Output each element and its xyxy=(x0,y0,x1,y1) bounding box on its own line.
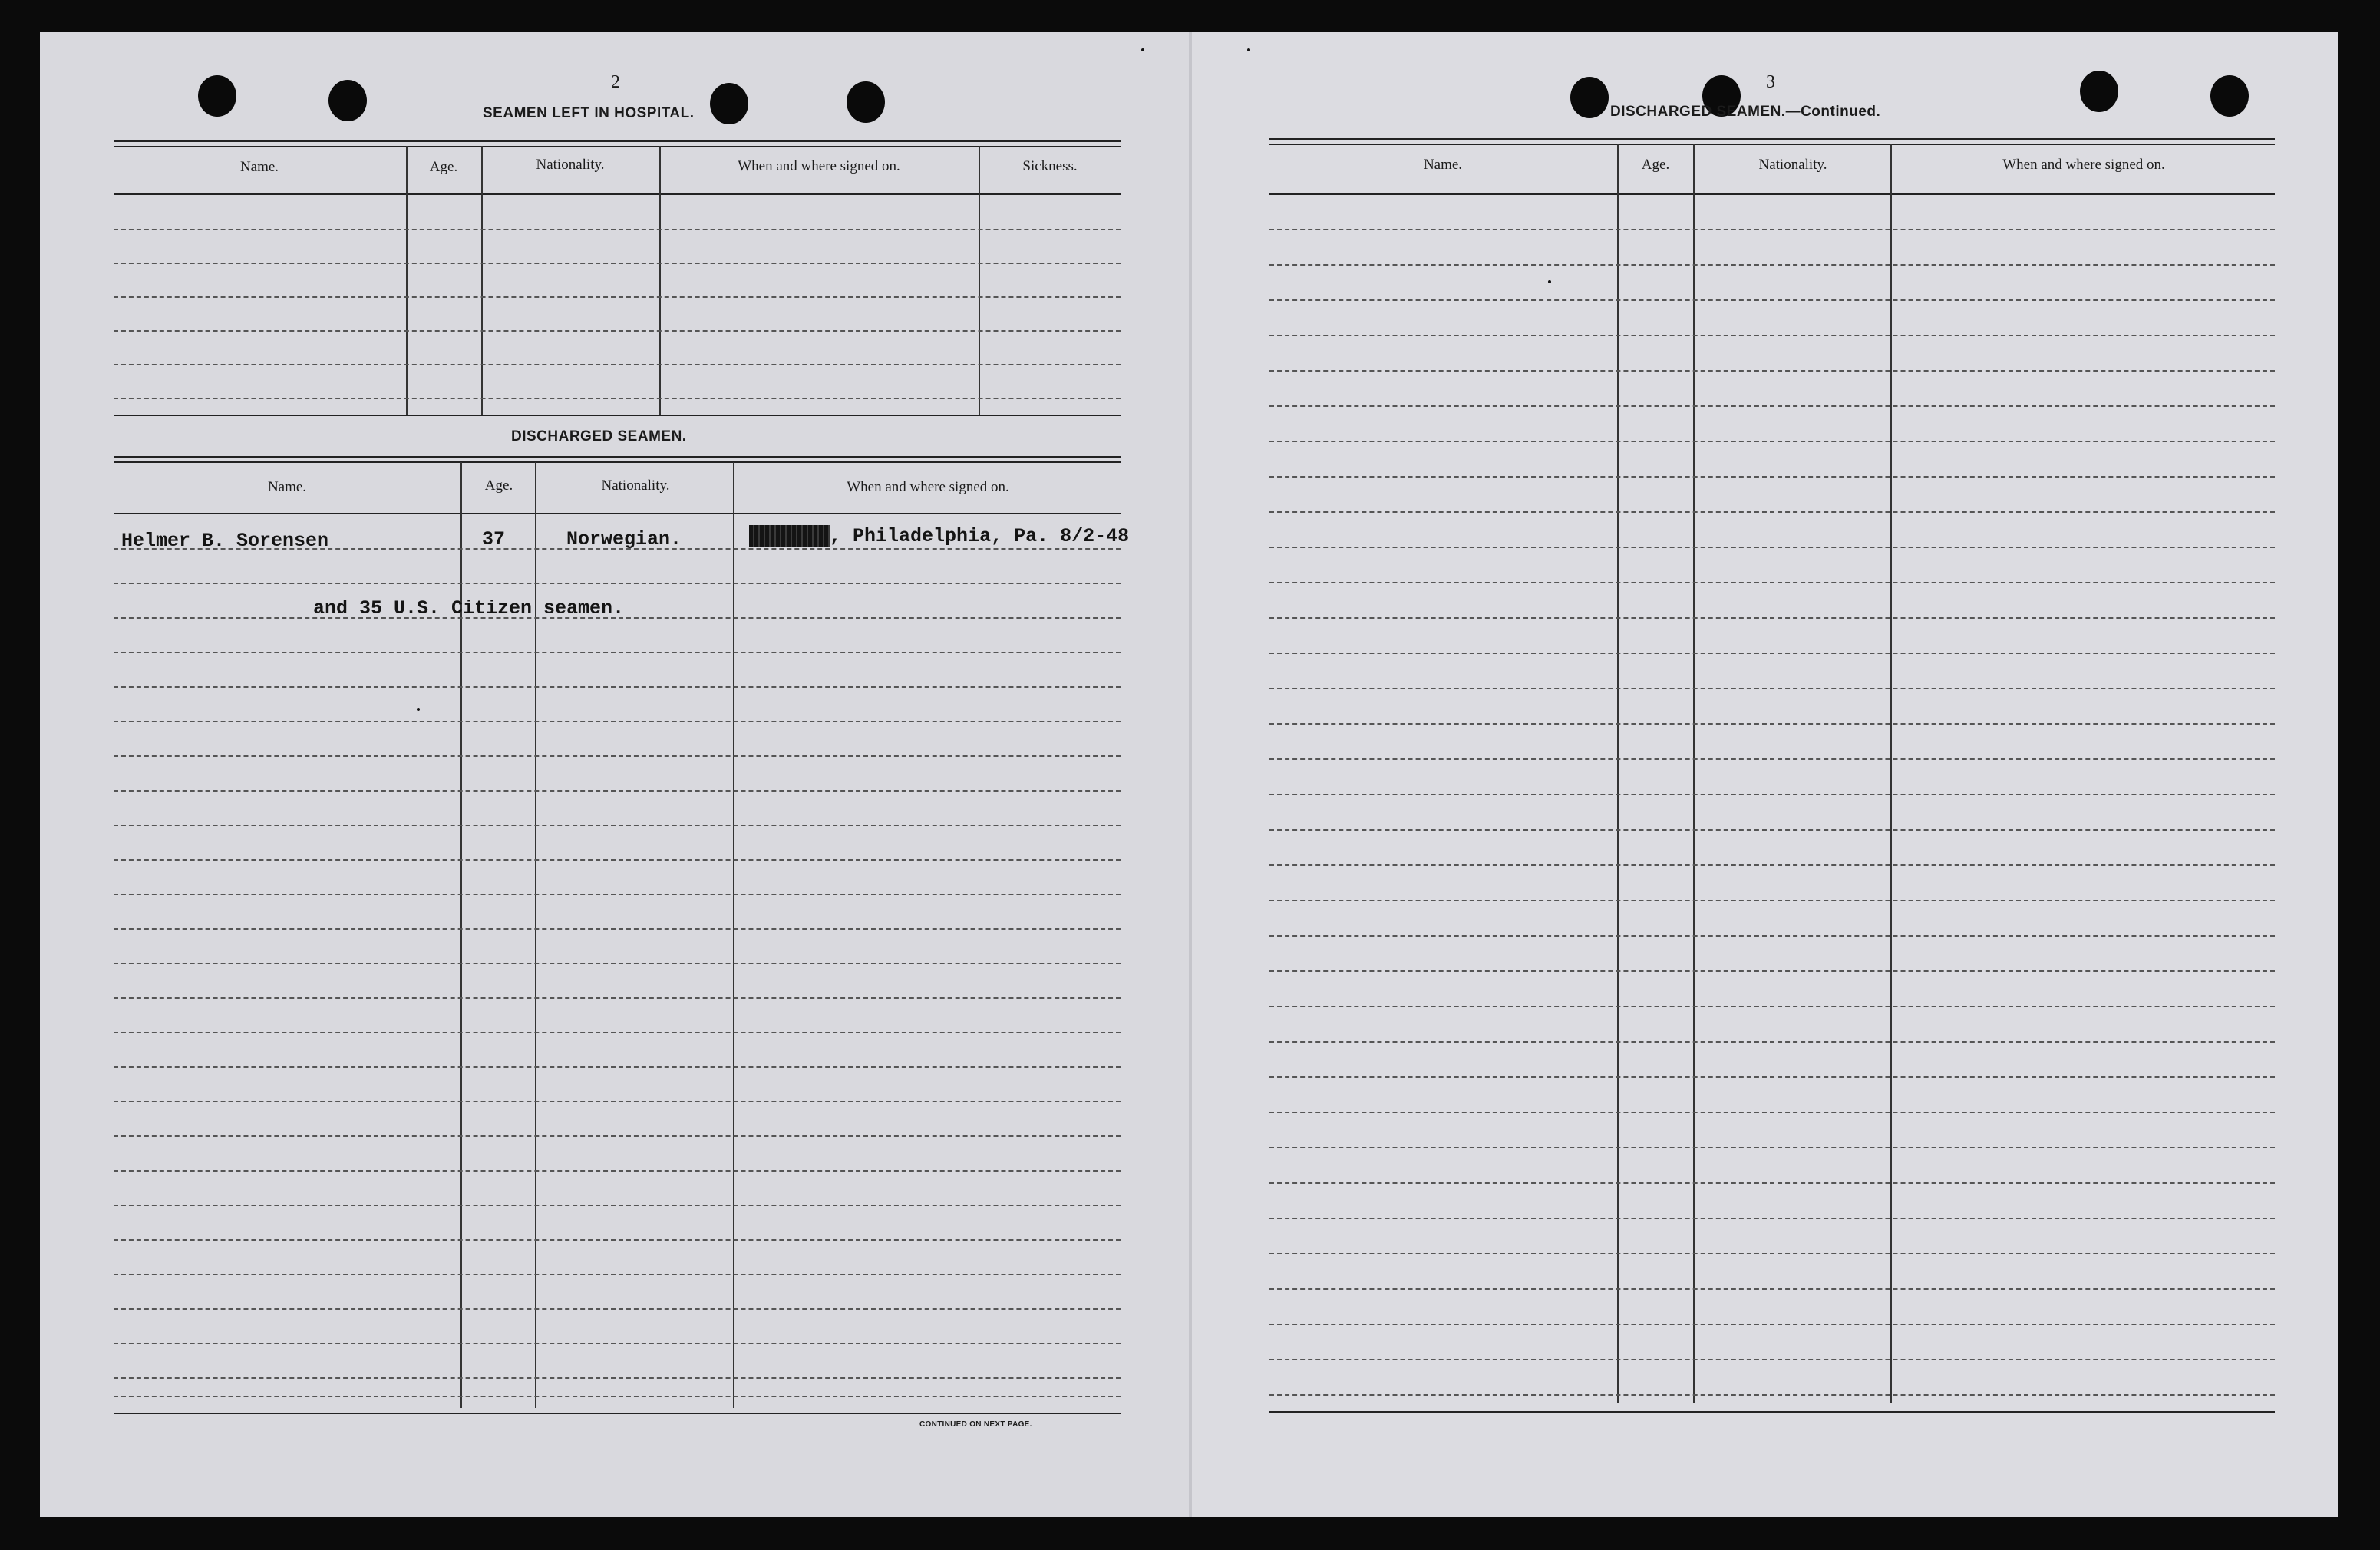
citizen-seamen-note: and 35 U.S. Citizen seamen. xyxy=(313,597,625,620)
ruled-line xyxy=(114,296,1121,298)
ruled-line xyxy=(114,263,1121,264)
ruled-line xyxy=(1269,1218,2275,1219)
ruled-line xyxy=(1269,547,2275,548)
ruled-line xyxy=(114,859,1121,861)
col-header-nationality: Nationality. xyxy=(601,478,670,494)
punch-hole xyxy=(198,75,236,117)
col-header-name: Name. xyxy=(267,479,307,495)
ruled-line xyxy=(1269,582,2275,583)
ruled-line xyxy=(114,1239,1121,1241)
col-header-name: Name. xyxy=(239,159,279,175)
speck xyxy=(1247,48,1250,51)
ruled-line xyxy=(1269,1076,2275,1078)
column-divider xyxy=(1693,144,1695,1403)
ruled-line xyxy=(114,894,1121,895)
ruled-line xyxy=(114,1308,1121,1310)
column-divider xyxy=(481,146,483,415)
punch-hole xyxy=(847,81,885,123)
ruled-line xyxy=(1269,264,2275,266)
left-page xyxy=(40,32,1191,1517)
ruled-line xyxy=(114,997,1121,999)
ruled-line xyxy=(1269,1041,2275,1043)
col-header-signed-on: When and where signed on. xyxy=(738,158,900,174)
right-bottom-rule xyxy=(1269,1411,2275,1413)
ruled-line xyxy=(1269,1359,2275,1360)
ruled-line xyxy=(114,721,1121,722)
seaman-signed-on xyxy=(749,525,1129,547)
col-header-signed-on: When and where signed on. xyxy=(847,479,1009,495)
ruled-line xyxy=(114,1032,1121,1033)
punch-hole xyxy=(710,83,748,124)
continued-footer: CONTINUED ON NEXT PAGE. xyxy=(919,1420,1032,1429)
ruled-line xyxy=(1269,829,2275,831)
ruled-line xyxy=(114,1135,1121,1137)
col-header-age: Age. xyxy=(429,159,458,175)
ruled-line xyxy=(1269,970,2275,972)
ruled-line xyxy=(1269,935,2275,937)
ruled-line xyxy=(114,1205,1121,1206)
ruled-line xyxy=(1269,476,2275,478)
signed-on-place-date: , Philadelphia, Pa. 8/2-48 xyxy=(830,525,1130,547)
column-divider xyxy=(1890,144,1892,1403)
ruled-line xyxy=(114,1396,1121,1397)
hospital-header-rule xyxy=(114,193,1121,195)
ruled-line xyxy=(1269,229,2275,230)
ruled-line xyxy=(1269,511,2275,513)
page-fold xyxy=(1189,32,1192,1517)
punch-hole xyxy=(2210,75,2249,117)
hospital-section-title: SEAMEN LEFT IN HOSPITAL. xyxy=(483,105,695,121)
ruled-line xyxy=(114,652,1121,653)
ruled-line xyxy=(114,1343,1121,1344)
ruled-line xyxy=(114,963,1121,964)
ruled-line xyxy=(114,928,1121,930)
col-header-nationality: Nationality. xyxy=(536,157,605,173)
ruled-line xyxy=(1269,900,2275,901)
col-header-sickness: Sickness. xyxy=(1022,158,1078,174)
column-divider xyxy=(1617,144,1619,1403)
ruled-line xyxy=(1269,1182,2275,1184)
right-top-rule xyxy=(1269,138,2275,145)
ruled-line xyxy=(1269,1324,2275,1325)
ruled-line xyxy=(114,330,1121,332)
ruled-line xyxy=(1269,617,2275,619)
punch-hole xyxy=(2080,71,2118,112)
ruled-line xyxy=(1269,758,2275,760)
ruled-line xyxy=(114,755,1121,757)
discharged-continued-title: DISCHARGED SEAMEN.—Continued. xyxy=(1610,104,1881,120)
seaman-age: 37 xyxy=(482,528,506,550)
col-header-signed-on: When and where signed on. xyxy=(2002,157,2165,173)
ruled-line xyxy=(1269,335,2275,336)
ruled-line xyxy=(114,364,1121,365)
punch-hole xyxy=(1570,77,1609,118)
right-page xyxy=(1191,32,2338,1517)
ruled-line xyxy=(1269,723,2275,725)
page-number: 3 xyxy=(1766,72,1775,92)
discharged-bottom-rule xyxy=(114,1413,1121,1414)
ruled-line xyxy=(1269,441,2275,442)
ruled-line xyxy=(114,583,1121,584)
ruled-line xyxy=(1269,864,2275,866)
ruled-line xyxy=(1269,370,2275,372)
ruled-line xyxy=(1269,1147,2275,1148)
ruled-line xyxy=(1269,688,2275,689)
speck xyxy=(1141,48,1144,51)
ruled-line xyxy=(1269,1288,2275,1290)
page-number: 2 xyxy=(611,72,620,92)
ruled-line xyxy=(114,790,1121,792)
seaman-nationality: Norwegian. xyxy=(566,528,682,550)
struck-out-text xyxy=(749,525,830,547)
ruled-line xyxy=(114,1170,1121,1172)
ruled-line xyxy=(114,1101,1121,1102)
column-divider xyxy=(659,146,661,415)
col-header-age: Age. xyxy=(484,478,513,494)
punch-hole xyxy=(328,80,367,121)
ruled-line xyxy=(114,398,1121,399)
ruled-line xyxy=(1269,405,2275,407)
ruled-line xyxy=(114,1274,1121,1275)
ruled-line xyxy=(1269,653,2275,654)
discharged-top-rule xyxy=(114,456,1121,463)
ruled-line xyxy=(1269,1112,2275,1113)
right-header-rule xyxy=(1269,193,2275,195)
ruled-line xyxy=(1269,794,2275,795)
ruled-line xyxy=(114,1066,1121,1068)
column-divider xyxy=(979,146,980,415)
discharged-section-title: DISCHARGED SEAMEN. xyxy=(511,428,687,445)
col-header-age: Age. xyxy=(1641,157,1670,173)
speck xyxy=(417,708,420,711)
ruled-line xyxy=(114,229,1121,230)
hospital-bottom-rule xyxy=(114,415,1121,416)
discharged-header-rule xyxy=(114,513,1121,514)
ruled-line xyxy=(1269,1006,2275,1007)
ruled-line xyxy=(1269,1394,2275,1396)
ruled-line xyxy=(114,825,1121,826)
hospital-top-rule xyxy=(114,140,1121,147)
ruled-line xyxy=(1269,1253,2275,1254)
speck xyxy=(1548,280,1551,283)
column-divider xyxy=(733,462,734,1408)
ruled-line xyxy=(114,686,1121,688)
seaman-name: Helmer B. Sorensen xyxy=(121,530,329,552)
col-header-name: Name. xyxy=(1423,157,1463,173)
column-divider xyxy=(406,146,408,415)
col-header-nationality: Nationality. xyxy=(1758,157,1827,173)
ruled-line xyxy=(1269,299,2275,301)
ruled-line xyxy=(114,1377,1121,1379)
